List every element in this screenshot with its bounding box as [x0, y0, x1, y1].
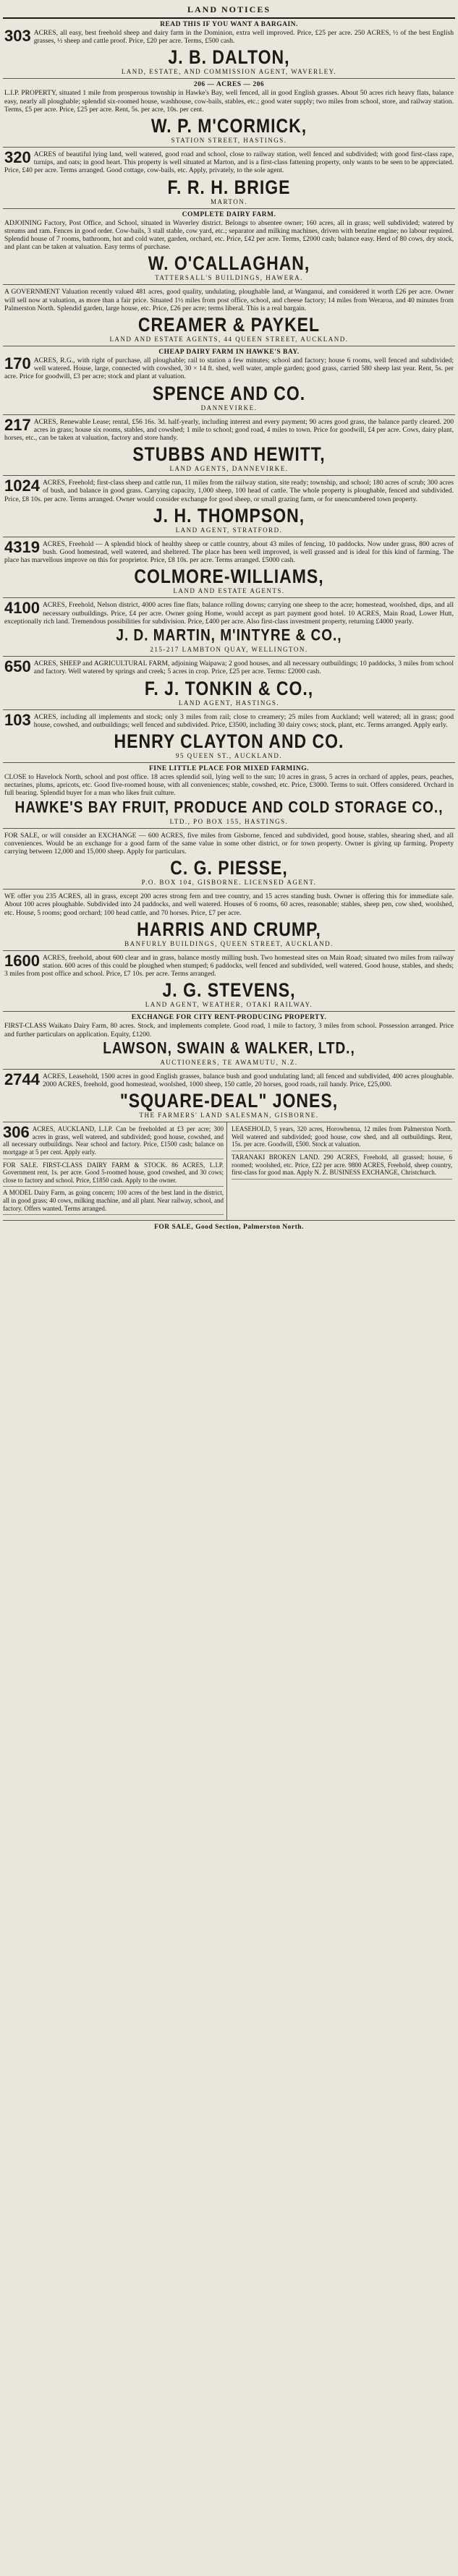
ad-lead-figure: 303 [4, 27, 31, 45]
ad-body [4, 479, 454, 503]
advertiser-address: LAND AGENTS, DANNEVIRKE. [169, 465, 289, 473]
advertiser-name: W. O'CALLAGHAN, [148, 252, 310, 275]
ad-kicker: READ THIS IF YOU WANT A BARGAIN. [160, 21, 298, 28]
advertiser-name: F. J. TONKIN & CO., [144, 677, 314, 699]
advertiser-address: 215-217 LAMBTON QUAY, WELLINGTON. [150, 646, 308, 654]
ad-lead-figure: 1600 [4, 951, 40, 970]
advertiser-address: LAND AGENT, HASTINGS. [178, 699, 280, 707]
ad-body [4, 832, 454, 856]
ad-text: ACRES, freehold, about 600 clear and in grass, balance mostly milling bush. Two homestead sites on Main Road; situated two miles from railway station. 600 acres of this could be ploughed when stumped; 6 paddocks, well fenced and subdivided, well watered. Good house, stables, and sheds; 3 miles from post office and school. Price, £7 10s. per acre. Terms arranged. [4, 953, 454, 978]
land-notices-page [3, 3, 455, 2570]
column-ad [232, 1153, 452, 1180]
ad-text: ACRES, Freehold — A splendid block of healthy sheep or cattle country, about 43 miles of fencing, 10 paddocks. Now under grass, 800 acres of bush. Good homestead, well watered, and sheltered. The place has been well improved, is well grassed and is ideal for this kind of farming. The place has marvellous improve on this for proprietor. Price, £8 10s. per acre. Terms arranged. £5000 cash. [4, 539, 454, 565]
ad-text: ACRES, all easy, best freehold sheep and dairy farm in the Dominion, extra well improved. Price, £25 per acre. 250 ACRES, ½ of the best English grasses, ½ sheep and cattle proof. Price, £20 per acre. Terms, £500 cash. [33, 29, 454, 46]
ad-body [4, 29, 454, 45]
land-ad [3, 537, 455, 599]
ad-body [4, 1072, 454, 1088]
land-ad [3, 19, 455, 79]
advertiser-address: 95 QUEEN ST., AUCKLAND. [175, 751, 283, 759]
land-ad [3, 415, 455, 477]
ad-text: ACRES of beautiful lying land, well watered, good road and school, close to railway station, well fenced and subdivided; with good first-class rape, turnips, and oats; in good heart. This property is well situated at Marton, and is a first-class fattening property, only wants to be seen to be appreciated. Price, £40 per acre. Terms arranged. Good cottage, cow-bails, etc. Apply, privately, to the sole agent. [4, 150, 454, 175]
ad-lead-figure: 1024 [4, 477, 40, 495]
ad-kicker: FINE LITTLE PLACE FOR MIXED FARMING. [148, 764, 310, 772]
section-title: LAND NOTICES [3, 3, 455, 19]
land-ad [3, 346, 455, 415]
advertiser-name: C. G. PIESSE, [170, 857, 288, 879]
ad-lead-figure: 320 [4, 148, 31, 167]
ad-kicker: EXCHANGE FOR CITY RENT-PRODUCING PROPERTY. [131, 1014, 327, 1022]
advertiser-name: J. D. MARTIN, M'INTYRE & CO., [116, 627, 342, 645]
ad-kicker: 206 — ACRES — 206 [193, 81, 265, 89]
column-ad [3, 1189, 224, 1215]
advertiser-name: W. P. M'CORMICK, [150, 115, 308, 137]
land-ad [3, 710, 455, 763]
land-ad [3, 209, 455, 286]
ad-lead-figure: 2744 [4, 1070, 40, 1088]
ad-body [4, 892, 454, 917]
ad-lead-figure: 4100 [4, 599, 40, 618]
ad-body [4, 537, 454, 565]
ad-text: FOR SALE, or will consider an EXCHANGE — 600 ACRES, five miles from Gisborne, fenced and subdivided, good house, stables, shearing shed, and all conveniences. Would be an exchange for a good farm of the same value in some other district, or for town property. Owner is giving up farming. Property carrying between 12,000 and 15,000 sheep. Apply for particulars. [4, 831, 454, 856]
advertiser-name: CREAMER & PAYKEL [137, 314, 321, 336]
ad-body [4, 150, 454, 175]
advertiser-name: HARRIS AND CRUMP, [137, 918, 321, 940]
advertiser-address: STATION STREET, HASTINGS. [171, 137, 287, 145]
advertiser-name: COLMORE-WILLIAMS, [134, 566, 324, 588]
ad-lead-figure: 650 [4, 657, 31, 676]
ad-body [4, 89, 454, 114]
ad-text: WE offer you 235 ACRES, all in grass, except 200 acres strong fern and tree country, and 15 acres standing bush. Owner is offering this for immediate sale. About 100 acres ploughable. Subdivided into 24 paddocks, and well watered. Houses of 6 rooms, 60 acres, reasonable; stables, sheep pen, cow shed, woolshed, etc. House, 5 rooms; good orchard; 100 head cattle, and 70 horses. Price, £7 per acre. [4, 892, 454, 917]
ad-body [4, 1022, 454, 1038]
land-ad [3, 657, 455, 709]
advertiser-address: BANFURLY BUILDINGS, QUEEN STREET, AUCKLAND. [124, 939, 334, 947]
advertiser-name: F. R. H. BRIGE [167, 176, 291, 198]
advertiser-address: TATTERSALL'S BUILDINGS, HAWERA. [155, 274, 303, 282]
land-ad [3, 951, 455, 1012]
advertiser-address: LAND AND ESTATE AGENTS. [173, 587, 285, 595]
land-ad [3, 285, 455, 346]
land-ad [3, 829, 455, 890]
column-ad [232, 1125, 452, 1151]
ad-text: ACRES, including all implements and stock; only 3 miles from rail; close to creamery; 25 miles from Auckland; well watered; all in grass; good house, cowshed, and outbuildings; well fenced and subdivided. Price, £3500, including 30 dairy cows; stock, plant, etc. Terms arranged. Apply early. [33, 712, 454, 729]
ad-lead-figure: 103 [4, 710, 31, 729]
advertiser-name: J. G. STEVENS, [162, 979, 296, 1002]
land-ad [3, 890, 455, 951]
advertiser-name: LAWSON, SWAIN & WALKER, LTD., [103, 1040, 355, 1058]
ad-text: A GOVERNMENT Valuation recently valued 481 acres, good quality, undulating, ploughable land, at Wanganui, and considered it worth £26 per acre. Owner will sell now at valuation, as more than a fair price. Situated 1½ miles from post office, school, and cheese factory; 14 miles from Weraroa, and 40 minutes from Palmerston North. Splendid garden, large house, etc. Price, £26 per acre; terms liberal. This is a real bargain. [4, 288, 454, 312]
ad-text: CLOSE to Havelock North, school and post office. 18 acres splendid soil, lying well to the sun; 10 acres in grass, 5 acres in orchard of apples, pears, peaches, nectarines, plums, apricots, etc. Good five-roomed house, with all conveniences; stable, cowshed, etc. Price, £3000. Terms to suit. Offers considered. Orchard in full bearing. Splendid buyer for a man who likes fruit culture. [4, 772, 454, 798]
advertiser-address: AUCTIONEERS, TE AWAMUTU, N.Z. [160, 1058, 298, 1066]
land-ad [3, 763, 455, 829]
ads-list [3, 19, 455, 1122]
advertiser-address: LAND AGENT, STRATFORD. [175, 526, 283, 534]
ad-body [4, 710, 454, 729]
advertiser-address: LTD., PO BOX 155, HASTINGS. [169, 817, 289, 825]
ad-text: ACRES, SHEEP and AGRICULTURAL FARM, adjoining Waipawa; 2 good houses, and all necessary outbuildings; 10 paddocks, 3 miles from school and factory. Well watered by springs and creek; 5 acres in crop. Price, £25 per acre. Terms: £2000 cash. [33, 660, 454, 676]
ad-lead-figure: 217 [4, 415, 31, 434]
column-ad [3, 1161, 224, 1187]
ad-text: FIRST-CLASS Waikato Dairy Farm, 80 acres. Stock, and implements complete. Good road, 1 mile to factory, 3 miles from school. Possession arranged. Price and further particulars on application. Equity, £1200. [4, 1022, 454, 1038]
advertiser-name: HAWKE'S BAY FRUIT, PRODUCE AND COLD STORAGE CO., [14, 798, 444, 817]
ad-body [4, 288, 454, 312]
advertiser-address: LAND, ESTATE, AND COMMISSION AGENT, WAVERLEY. [121, 68, 337, 76]
column-ad [3, 1125, 224, 1159]
advertiser-address: P.O. BOX 104, GISBORNE. LICENSED AGENT. [141, 879, 317, 887]
advertiser-name: "SQUARE-DEAL" JONES, [119, 1090, 339, 1112]
land-ad [3, 148, 455, 209]
advertiser-address: DANNEVIRKE. [200, 404, 258, 411]
ad-text: ACRES, Leasehold, 1500 acres in good English grasses, balance bush and good undulating land; all fenced and subdivided, 400 acres ploughable. 2000 ACRES, freehold, good homestead, woolshed, 1000 sheep, 150 cattle, 20 horses, good roads, rail handy. Price, £25,000. [42, 1072, 454, 1088]
ad-text: ADJOINING Factory, Post Office, and School, situated in Waverley district. Belongs to absentee owner; 160 acres, all in grass; well subdivided; watered by streams and ram. Fences in good order. Cow-bails, 3 stall stable, cow yard, etc.; separator and milking machines, driven with benzine engine; no labour required. Splendid house of 7 rooms, bathroom, hot and cold water, garden, orchard, etc. Price, £42 per acre. Terms, £2000 cash; balance easy. Herd of 80 cows, dry stock, and plant can be taken at valuation. Easy terms of purchase. [4, 218, 454, 252]
land-ad [3, 598, 455, 657]
advertiser-name: J. H. THOMPSON, [153, 504, 305, 526]
land-ad [3, 476, 455, 537]
ad-text: ACRES, Renewable Lease; rental, £56 16s. 3d. half-yearly, including interest and every payment; 90 acres good grass, the balance partly cleared. 200 acres in grass; house six rooms, stables, and cowshed; 1 mile to school; good road, 4 miles to town. Price for goodwill, £4 per acre. Cows, dairy plant, horses, etc., can be taken at valuation, factory and store handy. [4, 417, 454, 443]
ad-lead-figure: 170 [4, 354, 31, 373]
advertiser-name: J. B. DALTON, [168, 46, 290, 69]
ad-body [4, 354, 454, 381]
land-ad [3, 1070, 455, 1122]
footer-note: FOR SALE, Good Section, Palmerston North. [154, 1224, 304, 1232]
ad-lead-figure: 306 [3, 1123, 30, 1142]
ad-text: L.I.P. PROPERTY, situated 1 mile from prosperous township in Hawke's Bay, well fenced, all in good English grasses. About 50 acres rich heavy flats, balance easy, nearly all ploughable; splendid six-roomed house, washhouse, cow-bails, stables, etc.; good water supply; two miles from school, store, and railway station. Terms, £5 per acre. Price, £25 per acre. Rent, 5s. per acre, 10s. per cent. [4, 89, 454, 114]
advertiser-name: HENRY CLAYTON AND CO. [114, 730, 344, 752]
ad-text: ACRES, Freehold, Nelson district, 4000 acres fine flats, balance rolling downs; carrying one sheep to the acre; homestead, woolshed, dips, and all necessary outbuildings. Price, £4 per acre. Owner going Home, would accept as part payment good hotel. 10 ACRES, Main Road, Lower Hutt, exceptionally rich land. Tremendous possibilities for subdivision. Price, £400 per acre. Also first-class investment property, returning £4000 yearly. [4, 601, 454, 626]
ad-text: ACRES, Freehold; first-class sheep and cattle run, 11 miles from the railway station, site ready; township, and school; 180 acres of scrub; 300 acres of bush, and balance in good grass. Carrying capacity, 1,000 sheep, 100 head of cattle. The whole property is ploughable, fenced and subdivided. Price, £8 10s. per acre. Terms arranged. Owner would consider exchange for good sheep, or small grazing farm, or for unencumbered town property. [4, 479, 454, 503]
ad-body [4, 951, 454, 978]
advertiser-address: LAND AND ESTATE AGENTS, 44 QUEEN STREET, AUCKLAND. [109, 336, 349, 344]
ad-text: ACRES, R.G., with right of purchase, all ploughable; rail to station a few minutes; school and factory; house 6 rooms, well fenced and subdivided; well watered. House, large, connected with cowshed, 30 × 14 ft. shed, well water, ample garden; good grass, carried 580 sheep last year. Rent, 5s. per acre. Price for goodwill, £3 per acre; stock and plant at valuation. [4, 357, 454, 381]
ad-text: A MODEL Dairy Farm, as going concern; 100 acres of the best land in the district, all in good grass; 40 cows, milking machine, and all plant. Near railway, school, and factory. Offers wanted. Terms arranged. [3, 1189, 224, 1212]
advertiser-address: LAND AGENT, WEATHER, OTAKI RAILWAY. [145, 1001, 313, 1009]
ad-body [4, 415, 454, 443]
advertiser-address: MARTON. [210, 197, 248, 205]
ad-kicker: CHEAP DAIRY FARM IN HAWKE'S BAY. [158, 349, 300, 357]
ad-text: TARANAKI BROKEN LAND. 290 ACRES, Freehold, all grassed; house, 6 roomed; woolshed, etc. Price, £22 per acre. 9800 ACRES, Freehold, sheep country, first-class for good man. Apply N. Z. BUSINESS EXCHANGE, Christchurch. [232, 1153, 452, 1177]
ad-body [4, 601, 454, 626]
land-ad [3, 1012, 455, 1069]
right-column [232, 1122, 455, 1220]
ad-text: ACRES, AUCKLAND, L.I.P. Can be freeholded at £3 per acre; 300 acres in grass, well watered, and subdivided; good house, cowshed, and all necessary outbuildings. Near school and factory. Price, £1500 cash; balance on mortgage at 5 per cent. Apply early. [3, 1125, 224, 1156]
land-ad [3, 79, 455, 148]
advertiser-name: SPENCE AND CO. [152, 382, 306, 404]
ad-body [4, 657, 454, 676]
ad-text: LEASEHOLD, 5 years, 320 acres, Horowhenua, 12 miles from Palmerston North. Well watered and subdivided; good house, cow shed, and all outbuildings. Rent, 15s. per acre. Goodwill, £500. Stock at valuation. [232, 1125, 452, 1148]
ad-body [4, 219, 454, 252]
advertiser-address: THE FARMERS' LAND SALESMAN, GISBORNE. [139, 1112, 319, 1119]
ad-lead-figure: 4319 [4, 537, 40, 556]
ad-kicker: COMPLETE DAIRY FARM. [182, 210, 276, 218]
advertiser-name: STUBBS AND HEWITT, [132, 443, 326, 466]
ad-text: FOR SALE. FIRST-CLASS DAIRY FARM & STOCK. 86 ACRES, L.I.P. Government rent, 1s. per acre. Good 5-roomed house, good cowshed, and 30 cows; close to factory and school. Price, £1850 cash. Apply to the owner. [3, 1161, 224, 1184]
ad-body [4, 773, 454, 798]
two-column-ads [3, 1122, 455, 1221]
left-column [3, 1122, 227, 1220]
